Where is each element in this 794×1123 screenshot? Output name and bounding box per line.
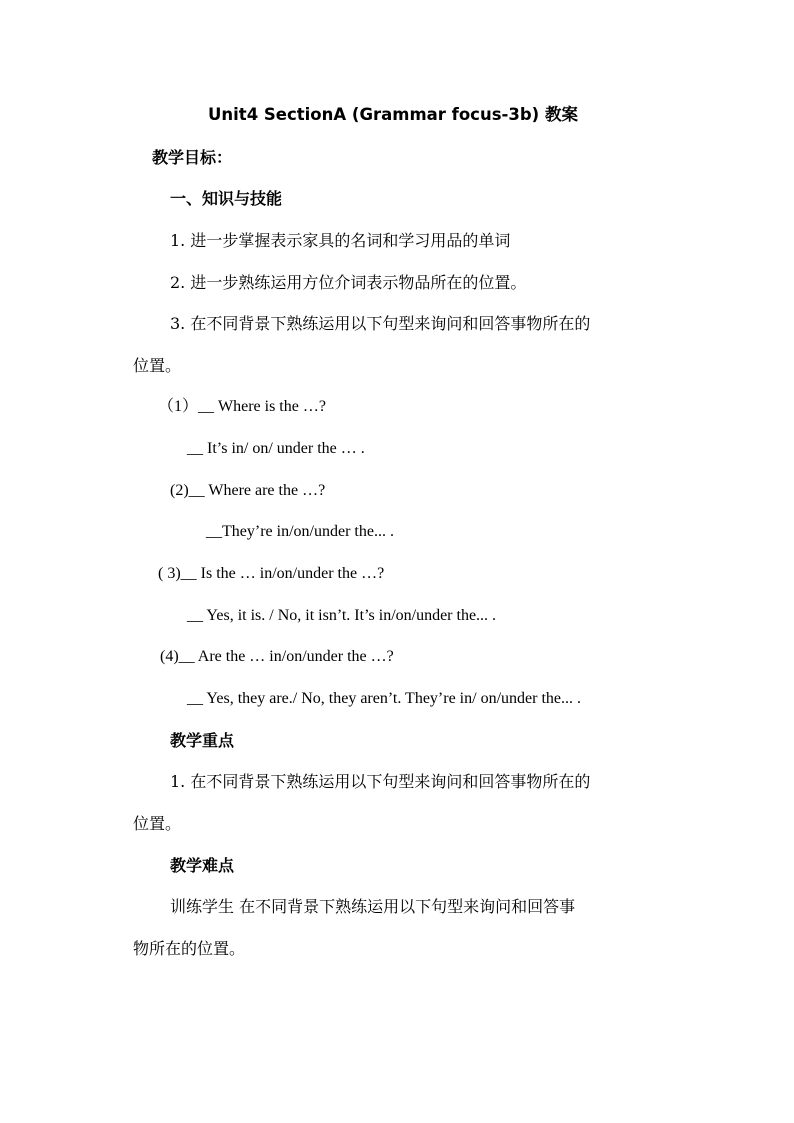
objective-1: 1. 进一步掌握表示家具的名词和学习用品的单词 xyxy=(170,231,511,250)
difficult-point: 训练学生 在不同背景下熟练运用以下句型来询问和回答事 xyxy=(170,897,576,916)
pattern-2-answer: __They’re in/on/under the... . xyxy=(206,523,394,540)
pattern-3-answer: __ Yes, it is. / No, it isn’t. It’s in/on/under the... . xyxy=(187,607,497,624)
document-title: Unit4 SectionA (Grammar focus-3b) 教案 xyxy=(208,105,578,124)
key-point-1: 1. 在不同背景下熟练运用以下句型来询问和回答事物所在的 xyxy=(170,772,591,791)
knowledge-skills-heading: 一、知识与技能 xyxy=(170,189,283,208)
objective-3-continued: 位置。 xyxy=(133,356,182,375)
objectives-heading: 教学目标： xyxy=(152,148,233,167)
key-point-1-continued: 位置。 xyxy=(133,814,182,833)
pattern-1-answer: __ It’s in/ on/ under the … . xyxy=(187,440,365,457)
pattern-4-answer: __ Yes, they are./ No, they aren’t. They’re in/ on/under the... . xyxy=(187,690,581,707)
objective-2: 2. 进一步熟练运用方位介词表示物品所在的位置。 xyxy=(170,273,527,292)
pattern-1-question: （1）__ Where is the …? xyxy=(158,398,326,415)
objective-3: 3. 在不同背景下熟练运用以下句型来询问和回答事物所在的 xyxy=(170,314,591,333)
pattern-4-question: (4)__ Are the … in/on/under the …? xyxy=(160,648,394,665)
difficult-points-heading: 教学难点 xyxy=(170,856,235,875)
pattern-2-question: (2)__ Where are the …? xyxy=(170,482,326,499)
pattern-3-question: ( 3)__ Is the … in/on/under the …? xyxy=(158,565,385,582)
difficult-point-continued: 物所在的位置。 xyxy=(133,939,246,958)
key-points-heading: 教学重点 xyxy=(170,731,235,750)
